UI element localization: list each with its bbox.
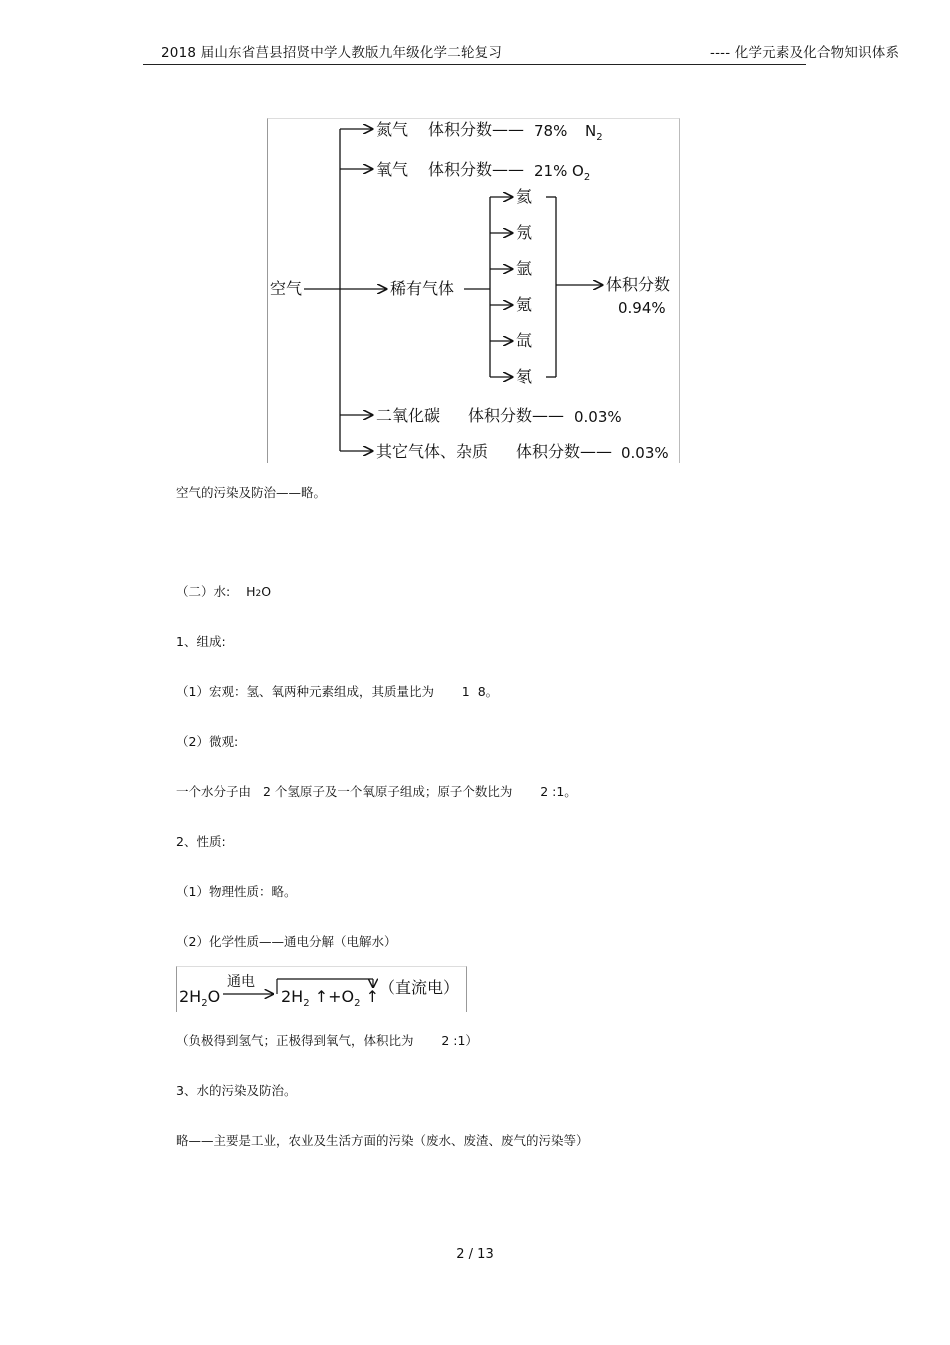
other-gas-value: 0.03% <box>621 444 669 462</box>
page-header <box>143 40 900 65</box>
product1-subscript: 2 <box>303 998 310 1010</box>
nitrogen-name: 氮气 <box>376 120 409 139</box>
water-pollution-heading: 3、水的污染及防治。 <box>176 1083 297 1098</box>
equation-note: （直流电） <box>379 978 460 997</box>
electrolysis-equation <box>176 966 467 1012</box>
rare-gas-result-label: 体积分数 <box>606 275 671 294</box>
oxygen-value: 21% <box>534 162 568 180</box>
equation-products: $2H_2$ $↑+O_2$ ↑ <box>281 987 379 1010</box>
physical-properties-line: （1）物理性质：略。 <box>176 884 297 899</box>
header-title: 2018 届山东省莒县招贤中学人教版九年级化学二轮复习 <box>161 45 503 61</box>
composition-heading: 1、组成: <box>176 634 226 649</box>
air-root-label: 空气 <box>270 279 303 298</box>
water-section-heading: （二）水: H2O <box>176 584 272 599</box>
water-pollution-line: 略——主要是工业，农业及生活方面的污染（废水、废渣、废气的污染等） <box>176 1133 589 1148</box>
oxygen-label: 体积分数—— <box>428 160 525 179</box>
nitrogen-value: 78% <box>534 122 568 140</box>
chemical-properties-line: （2）化学性质——通电分解（电解水） <box>176 934 397 949</box>
equation-reactant: $2H_2O$ <box>179 987 221 1010</box>
micro-heading: （2）微观: <box>176 734 239 749</box>
rare-gas-helium: 氦 <box>516 187 533 206</box>
water-formula-subscript: 2 <box>255 589 262 599</box>
header-subtitle: ---- 化学元素及化合物知识体系 <box>710 45 900 61</box>
co2-name: 二氧化碳 <box>376 406 441 425</box>
other-gas-name: 其它气体、杂质 <box>376 442 489 461</box>
properties-heading: 2、性质: <box>176 834 226 849</box>
air-composition-diagram <box>267 118 680 463</box>
rare-gas-krypton: 氪 <box>516 295 533 314</box>
macro-composition-line: （1）宏观：氢、氧两种元素组成，其质量比为 1 8。 <box>176 684 499 699</box>
nitrogen-formula-subscript: 2 <box>596 132 603 143</box>
page-number: 2 / 13 <box>456 1247 494 1262</box>
oxygen-name: 氧气 <box>376 160 409 179</box>
rare-gas-neon: 氖 <box>516 223 533 242</box>
nitrogen-formula: $N_2$ <box>585 122 603 143</box>
oxygen-formula-subscript: 2 <box>583 172 591 183</box>
nitrogen-label: 体积分数—— <box>428 120 525 139</box>
micro-composition-line: 一个水分子由 2 个氢原子及一个氧原子组成；原子个数比为 2 :1。 <box>176 784 577 799</box>
rare-gas-result-value: 0.94% <box>618 299 666 317</box>
reactant-subscript: 2 <box>201 998 208 1010</box>
rare-gas-radon: 氡 <box>516 367 533 386</box>
rare-gas-name: 稀有气体 <box>390 279 455 298</box>
co2-label: 体积分数—— <box>468 406 565 425</box>
equation-condition: 通电 <box>227 974 255 990</box>
co2-value: 0.03% <box>574 408 622 426</box>
rare-gas-xenon: 氙 <box>516 331 533 350</box>
other-gas-label: 体积分数—— <box>516 442 613 461</box>
product2-subscript: 2 <box>354 998 361 1010</box>
oxygen-formula: $O_2$ <box>572 162 591 183</box>
electrolysis-result-line: （负极得到氢气；正极得到氧气，体积比为 2 :1） <box>176 1033 478 1048</box>
rare-gas-argon: 氩 <box>516 259 533 278</box>
air-pollution-line: 空气的污染及防治——略。 <box>176 485 327 500</box>
